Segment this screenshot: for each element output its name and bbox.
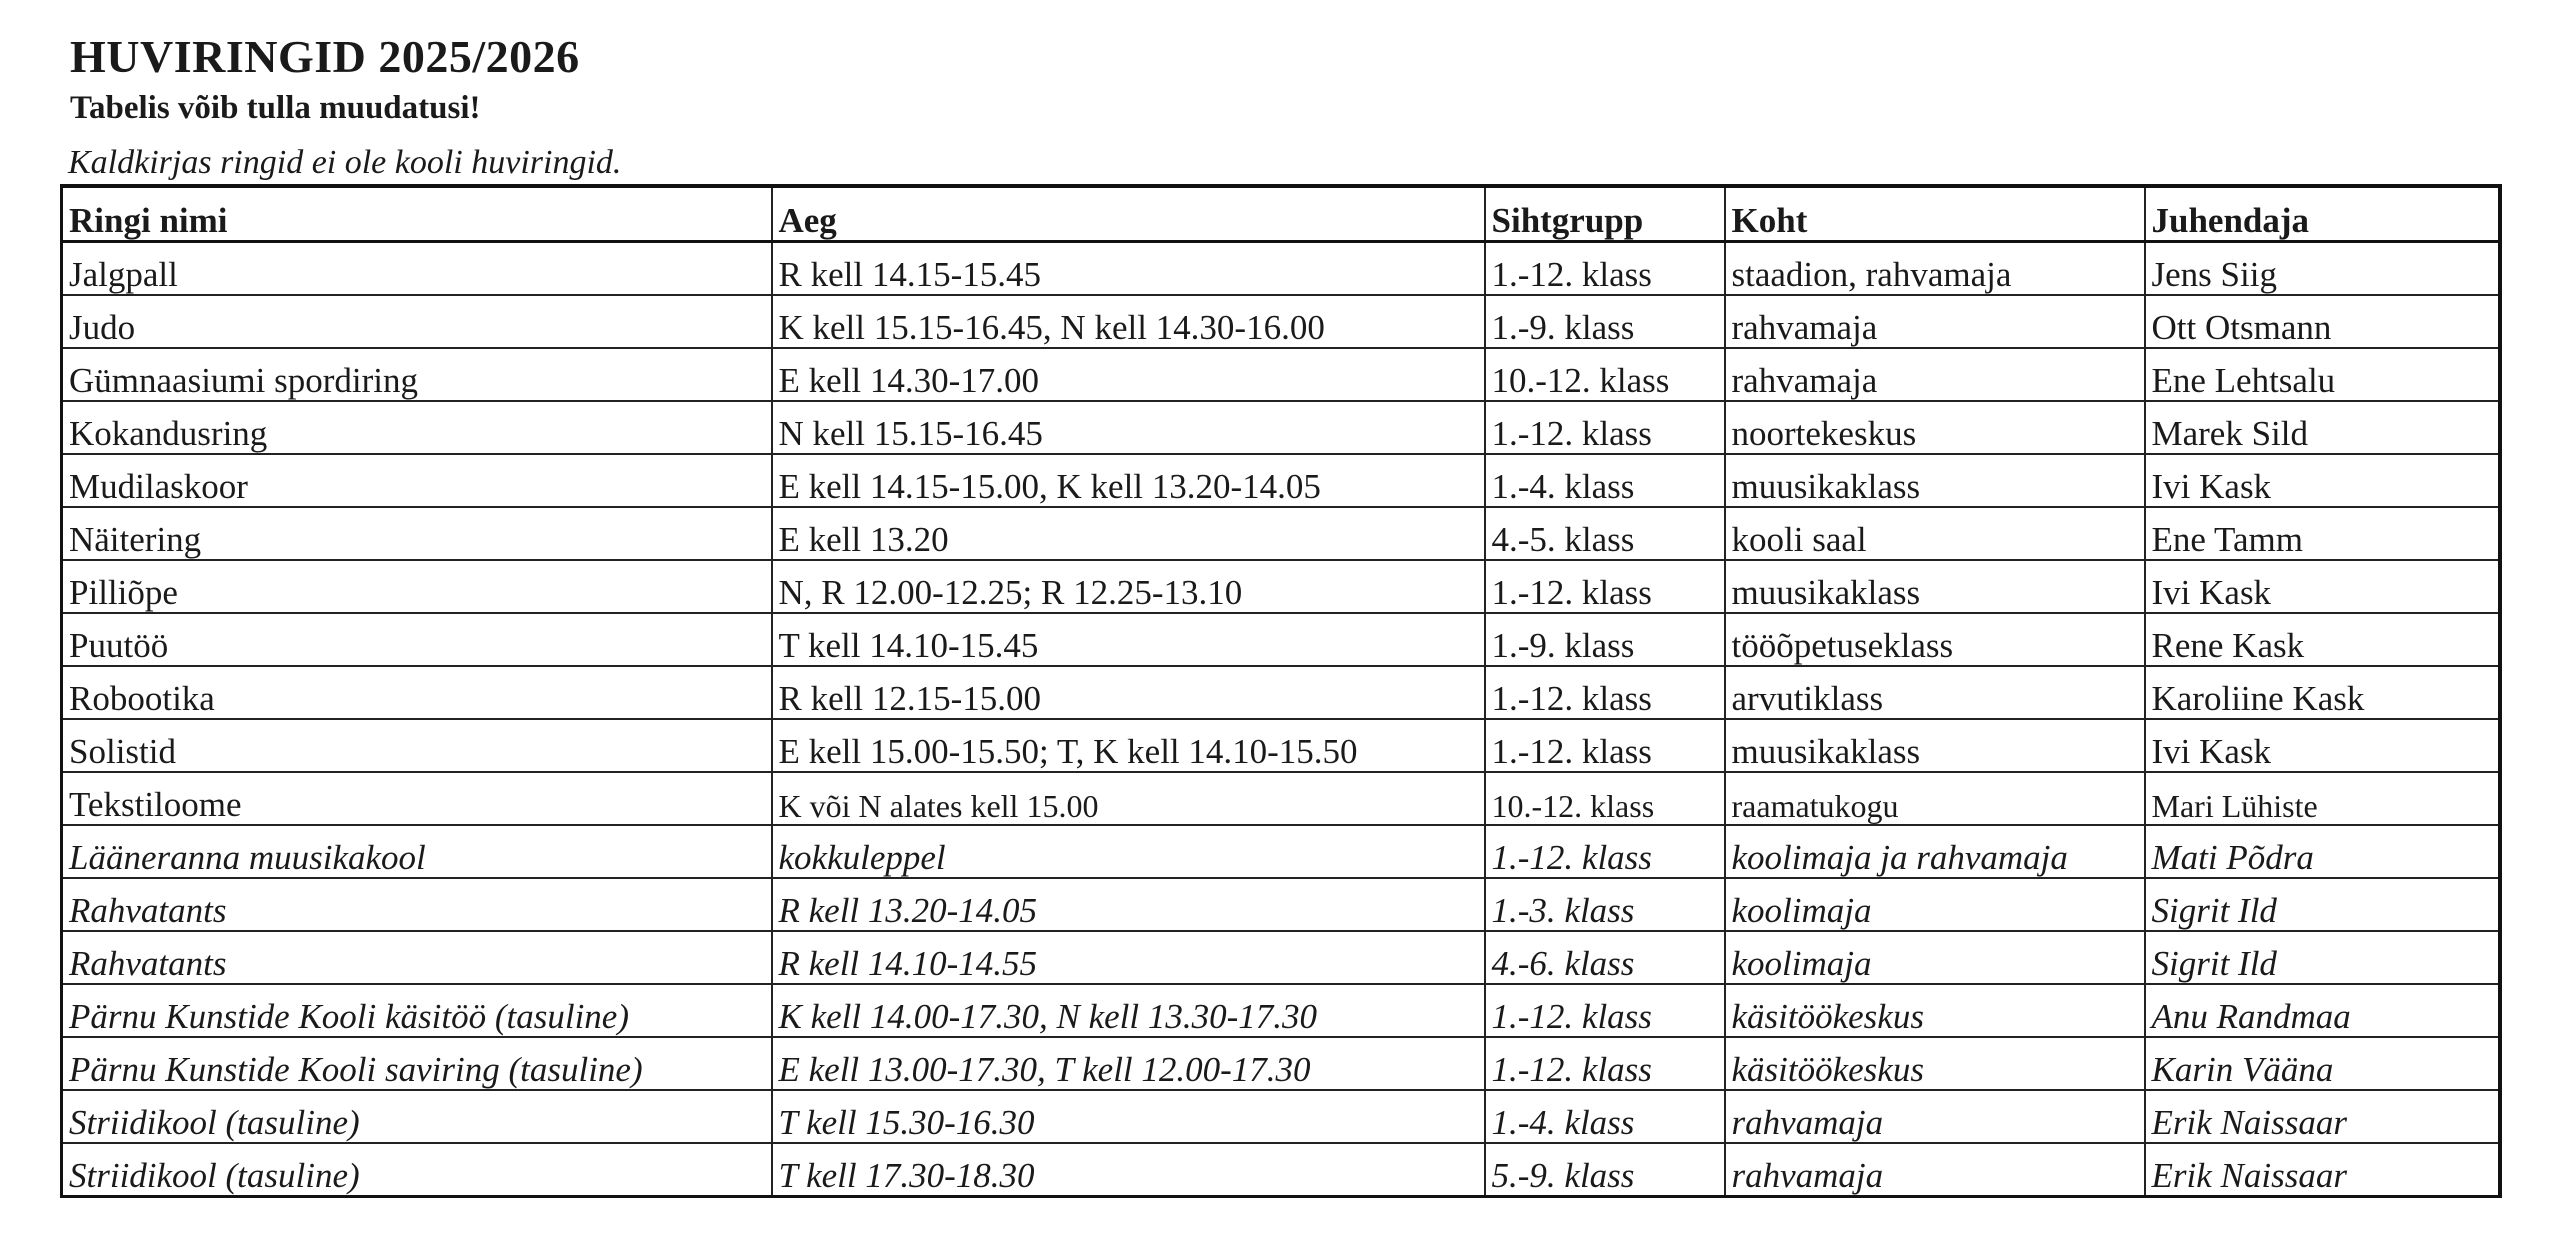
cell-club-name: Pärnu Kunstide Kooli saviring (tasuline): [62, 1037, 772, 1090]
cell-club-name: Rahvatants: [62, 931, 772, 984]
cell-place: rahvamaja: [1725, 295, 2145, 348]
cell-leader: Erik Naissaar: [2145, 1143, 2500, 1197]
cell-time: N, R 12.00-12.25; R 12.25-13.10: [772, 560, 1485, 613]
document-title: HUVIRINGID 2025/2026: [70, 31, 580, 82]
cell-target-group: 10.-12. klass: [1485, 772, 1725, 825]
cell-target-group: 1.-12. klass: [1485, 1037, 1725, 1090]
table-row: [62, 719, 2500, 772]
cell-place: tööõpetuseklass: [1725, 613, 2145, 666]
cell-target-group: 1.-12. klass: [1485, 242, 1725, 296]
cell-club-name: Gümnaasiumi spordiring: [62, 348, 772, 401]
cell-target-group: 1.-12. klass: [1485, 825, 1725, 878]
cell-leader: Jens Siig: [2145, 242, 2500, 296]
cell-club-name: Puutöö: [62, 613, 772, 666]
cell-time: E kell 15.00-15.50; T, K kell 14.10-15.50: [772, 719, 1485, 772]
table-row: [62, 454, 2500, 507]
cell-club-name: Judo: [62, 295, 772, 348]
cell-time: kokkuleppel: [772, 825, 1485, 878]
cell-club-name: Pilliõpe: [62, 560, 772, 613]
cell-place: kooli saal: [1725, 507, 2145, 560]
cell-place: rahvamaja: [1725, 1143, 2145, 1197]
header-row: [62, 186, 2500, 242]
table-row: [62, 878, 2500, 931]
cell-place: rahvamaja: [1725, 1090, 2145, 1143]
header-target-group: Sihtgrupp: [1485, 186, 1725, 242]
cell-target-group: 4.-5. klass: [1485, 507, 1725, 560]
cell-club-name: Kokandusring: [62, 401, 772, 454]
cell-place: koolimaja: [1725, 931, 2145, 984]
cell-leader: Sigrit Ild: [2145, 931, 2500, 984]
cell-target-group: 1.-4. klass: [1485, 1090, 1725, 1143]
cell-time: R kell 14.15-15.45: [772, 242, 1485, 296]
cell-target-group: 4.-6. klass: [1485, 931, 1725, 984]
cell-place: rahvamaja: [1725, 348, 2145, 401]
cell-leader: Ene Tamm: [2145, 507, 2500, 560]
table-row: [62, 984, 2500, 1037]
table-row: [62, 613, 2500, 666]
cell-time: T kell 14.10-15.45: [772, 613, 1485, 666]
cell-club-name: Näitering: [62, 507, 772, 560]
cell-time: E kell 13.20: [772, 507, 1485, 560]
table-row: [62, 1090, 2500, 1143]
cell-target-group: 1.-12. klass: [1485, 719, 1725, 772]
cell-club-name: Robootika: [62, 666, 772, 719]
cell-place: koolimaja ja rahvamaja: [1725, 825, 2145, 878]
cell-place: arvutiklass: [1725, 666, 2145, 719]
cell-leader: Erik Naissaar: [2145, 1090, 2500, 1143]
cell-target-group: 1.-4. klass: [1485, 454, 1725, 507]
cell-club-name: Lääneranna muusikakool: [62, 825, 772, 878]
cell-time: T kell 17.30-18.30: [772, 1143, 1485, 1197]
cell-time: N kell 15.15-16.45: [772, 401, 1485, 454]
table-header: [62, 186, 2500, 242]
cell-club-name: Tekstiloome: [62, 772, 772, 825]
cell-time: E kell 13.00-17.30, T kell 12.00-17.30: [772, 1037, 1485, 1090]
cell-time: R kell 12.15-15.00: [772, 666, 1485, 719]
cell-time: K kell 15.15-16.45, N kell 14.30-16.00: [772, 295, 1485, 348]
cell-leader: Anu Randmaa: [2145, 984, 2500, 1037]
cell-leader: Karoliine Kask: [2145, 666, 2500, 719]
cell-leader: Marek Sild: [2145, 401, 2500, 454]
cell-leader: Sigrit Ild: [2145, 878, 2500, 931]
cell-place: noortekeskus: [1725, 401, 2145, 454]
cell-target-group: 10.-12. klass: [1485, 348, 1725, 401]
cell-club-name: Striidikool (tasuline): [62, 1090, 772, 1143]
cell-target-group: 1.-12. klass: [1485, 560, 1725, 613]
cell-time: R kell 14.10-14.55: [772, 931, 1485, 984]
table-row: [62, 931, 2500, 984]
cell-club-name: Jalgpall: [62, 242, 772, 296]
table-row: [62, 348, 2500, 401]
cell-leader: Ivi Kask: [2145, 719, 2500, 772]
cell-place: muusikaklass: [1725, 560, 2145, 613]
cell-target-group: 1.-9. klass: [1485, 613, 1725, 666]
cell-leader: Ivi Kask: [2145, 454, 2500, 507]
cell-place: käsitöökeskus: [1725, 984, 2145, 1037]
cell-leader: Ivi Kask: [2145, 560, 2500, 613]
cell-place: käsitöökeskus: [1725, 1037, 2145, 1090]
table-row: [62, 1143, 2500, 1197]
cell-place: muusikaklass: [1725, 719, 2145, 772]
cell-target-group: 1.-12. klass: [1485, 666, 1725, 719]
cell-time: T kell 15.30-16.30: [772, 1090, 1485, 1143]
table-body: [62, 242, 2500, 1197]
table-row: [62, 825, 2500, 878]
document-note: Kaldkirjas ringid ei ole kooli huviringid.: [68, 144, 622, 181]
cell-target-group: 1.-12. klass: [1485, 984, 1725, 1037]
cell-time: K või N alates kell 15.00: [772, 772, 1485, 825]
cell-place: muusikaklass: [1725, 454, 2145, 507]
cell-place: koolimaja: [1725, 878, 2145, 931]
cell-time: R kell 13.20-14.05: [772, 878, 1485, 931]
header-place: Koht: [1725, 186, 2145, 242]
cell-leader: Mati Põdra: [2145, 825, 2500, 878]
table-row: [62, 242, 2500, 296]
cell-place: staadion, rahvamaja: [1725, 242, 2145, 296]
cell-time: K kell 14.00-17.30, N kell 13.30-17.30: [772, 984, 1485, 1037]
table-row: [62, 1037, 2500, 1090]
cell-target-group: 1.-3. klass: [1485, 878, 1725, 931]
cell-club-name: Mudilaskoor: [62, 454, 772, 507]
table-row: [62, 666, 2500, 719]
cell-target-group: 1.-9. klass: [1485, 295, 1725, 348]
header-time: Aeg: [772, 186, 1485, 242]
header-club-name: Ringi nimi: [62, 186, 772, 242]
cell-leader: Ott Otsmann: [2145, 295, 2500, 348]
cell-time: E kell 14.30-17.00: [772, 348, 1485, 401]
document-subtitle: Tabelis võib tulla muudatusi!: [70, 90, 481, 126]
cell-target-group: 1.-12. klass: [1485, 401, 1725, 454]
cell-leader: Mari Lühiste: [2145, 772, 2500, 825]
cell-target-group: 5.-9. klass: [1485, 1143, 1725, 1197]
header-leader: Juhendaja: [2145, 186, 2500, 242]
table-row: [62, 401, 2500, 454]
cell-place: raamatukogu: [1725, 772, 2145, 825]
table-row: [62, 507, 2500, 560]
table-row: [62, 560, 2500, 613]
cell-time: E kell 14.15-15.00, K kell 13.20-14.05: [772, 454, 1485, 507]
cell-club-name: Rahvatants: [62, 878, 772, 931]
table-row: [62, 772, 2500, 825]
cell-leader: Karin Vääna: [2145, 1037, 2500, 1090]
cell-club-name: Pärnu Kunstide Kooli käsitöö (tasuline): [62, 984, 772, 1037]
cell-club-name: Solistid: [62, 719, 772, 772]
cell-leader: Rene Kask: [2145, 613, 2500, 666]
cell-leader: Ene Lehtsalu: [2145, 348, 2500, 401]
clubs-table: [60, 184, 2502, 1198]
cell-club-name: Striidikool (tasuline): [62, 1143, 772, 1197]
table-row: [62, 295, 2500, 348]
